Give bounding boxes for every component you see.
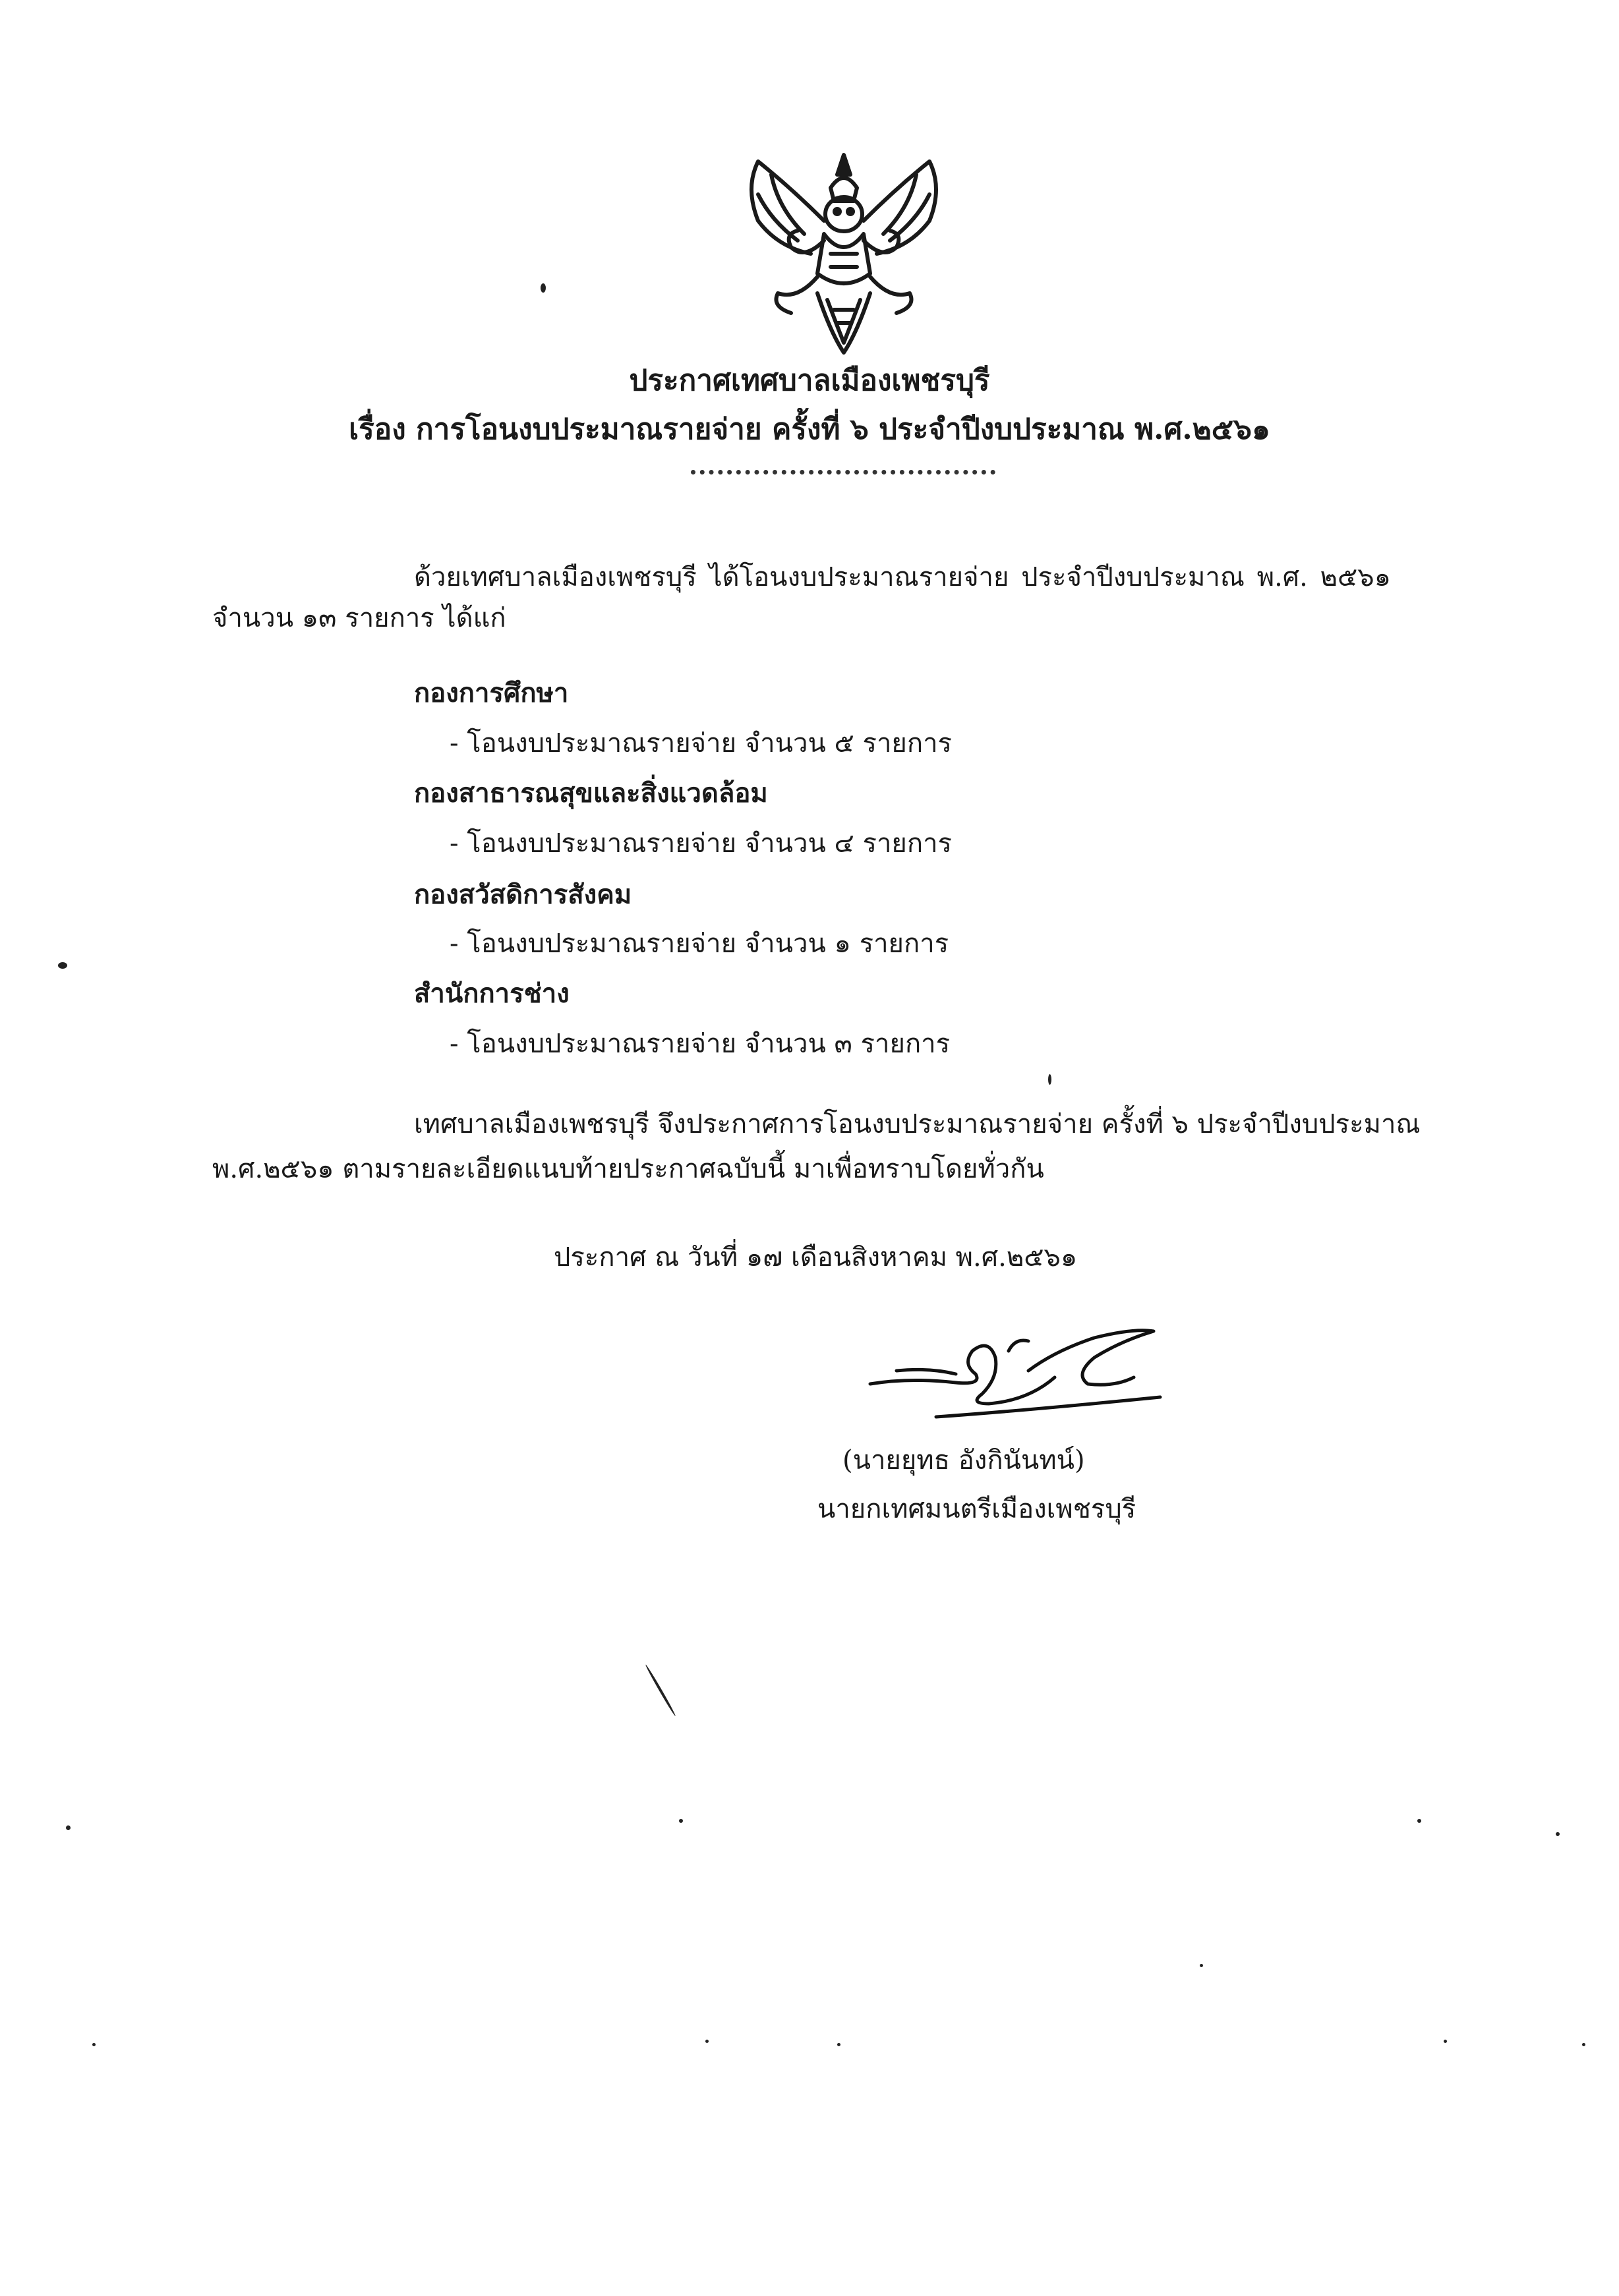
scan-speck bbox=[541, 283, 546, 293]
scan-speck bbox=[645, 1664, 676, 1717]
department-item: - โอนงบประมาณรายจ่าย จำนวน ๑ รายการ bbox=[450, 929, 949, 959]
scan-speck bbox=[1200, 1964, 1203, 1967]
department-name: กองสาธารณสุขและสิ่งแวดล้อม bbox=[414, 778, 768, 809]
signature-icon bbox=[857, 1311, 1173, 1423]
scan-speck bbox=[1048, 1074, 1051, 1085]
scan-speck bbox=[1582, 2043, 1585, 2046]
intro-line-1: ด้วยเทศบาลเมืองเพชรบุรี ได้โอนงบประมาณรายจ่าย ประจำปีงบประมาณ พ.ศ. ๒๕๖๑ bbox=[414, 562, 1392, 592]
signer-position: นายกเทศมนตรีเมืองเพชรบุรี bbox=[817, 1494, 1136, 1524]
department-item: - โอนงบประมาณรายจ่าย จำนวน ๓ รายการ bbox=[450, 1029, 951, 1059]
department-name: สำนักการช่าง bbox=[414, 978, 570, 1009]
scan-speck bbox=[66, 1825, 71, 1830]
scan-speck bbox=[679, 1819, 683, 1823]
scan-speck bbox=[1444, 2040, 1447, 2043]
signer-name: (นายยุทธ อังกินันทน์) bbox=[842, 1445, 1085, 1476]
announcement-subject: เรื่อง การโอนงบประมาณรายจ่าย ครั้งที่ ๖ ประจำปีงบประมาณ พ.ศ.๒๕๖๑ bbox=[349, 413, 1270, 446]
department-item: - โอนงบประมาณรายจ่าย จำนวน ๕ รายการ bbox=[450, 728, 953, 759]
scan-speck bbox=[58, 962, 67, 969]
announcement-date: ประกาศ ณ วันที่ ๑๗ เดือนสิงหาคม พ.ศ.๒๕๖๑ bbox=[554, 1242, 1078, 1273]
dotted-divider bbox=[691, 465, 995, 474]
scan-speck bbox=[1556, 1832, 1560, 1836]
garuda-emblem-icon bbox=[732, 148, 956, 359]
closing-line-1: เทศบาลเมืองเพชรบุรี จึงประกาศการโอนงบประมาณรายจ่าย ครั้งที่ ๖ ประจำปีงบประมาณ bbox=[414, 1109, 1421, 1139]
department-item: - โอนงบประมาณรายจ่าย จำนวน ๔ รายการ bbox=[450, 828, 953, 859]
scan-speck bbox=[837, 2043, 840, 2046]
announcement-title: ประกาศเทศบาลเมืองเพชรบุรี bbox=[629, 364, 990, 397]
intro-line-2: จำนวน ๑๓ รายการ ได้แก่ bbox=[212, 603, 506, 633]
scan-speck bbox=[705, 2040, 709, 2043]
scan-speck bbox=[1417, 1819, 1421, 1823]
department-name: กองการศึกษา bbox=[414, 677, 569, 708]
closing-line-2: พ.ศ.๒๕๖๑ ตามรายละเอียดแนบท้ายประกาศฉบับนี้ มาเพื่อทราบโดยทั่วกัน bbox=[212, 1154, 1044, 1184]
department-name: กองสวัสดิการสังคม bbox=[414, 879, 632, 910]
scan-speck bbox=[92, 2043, 96, 2046]
